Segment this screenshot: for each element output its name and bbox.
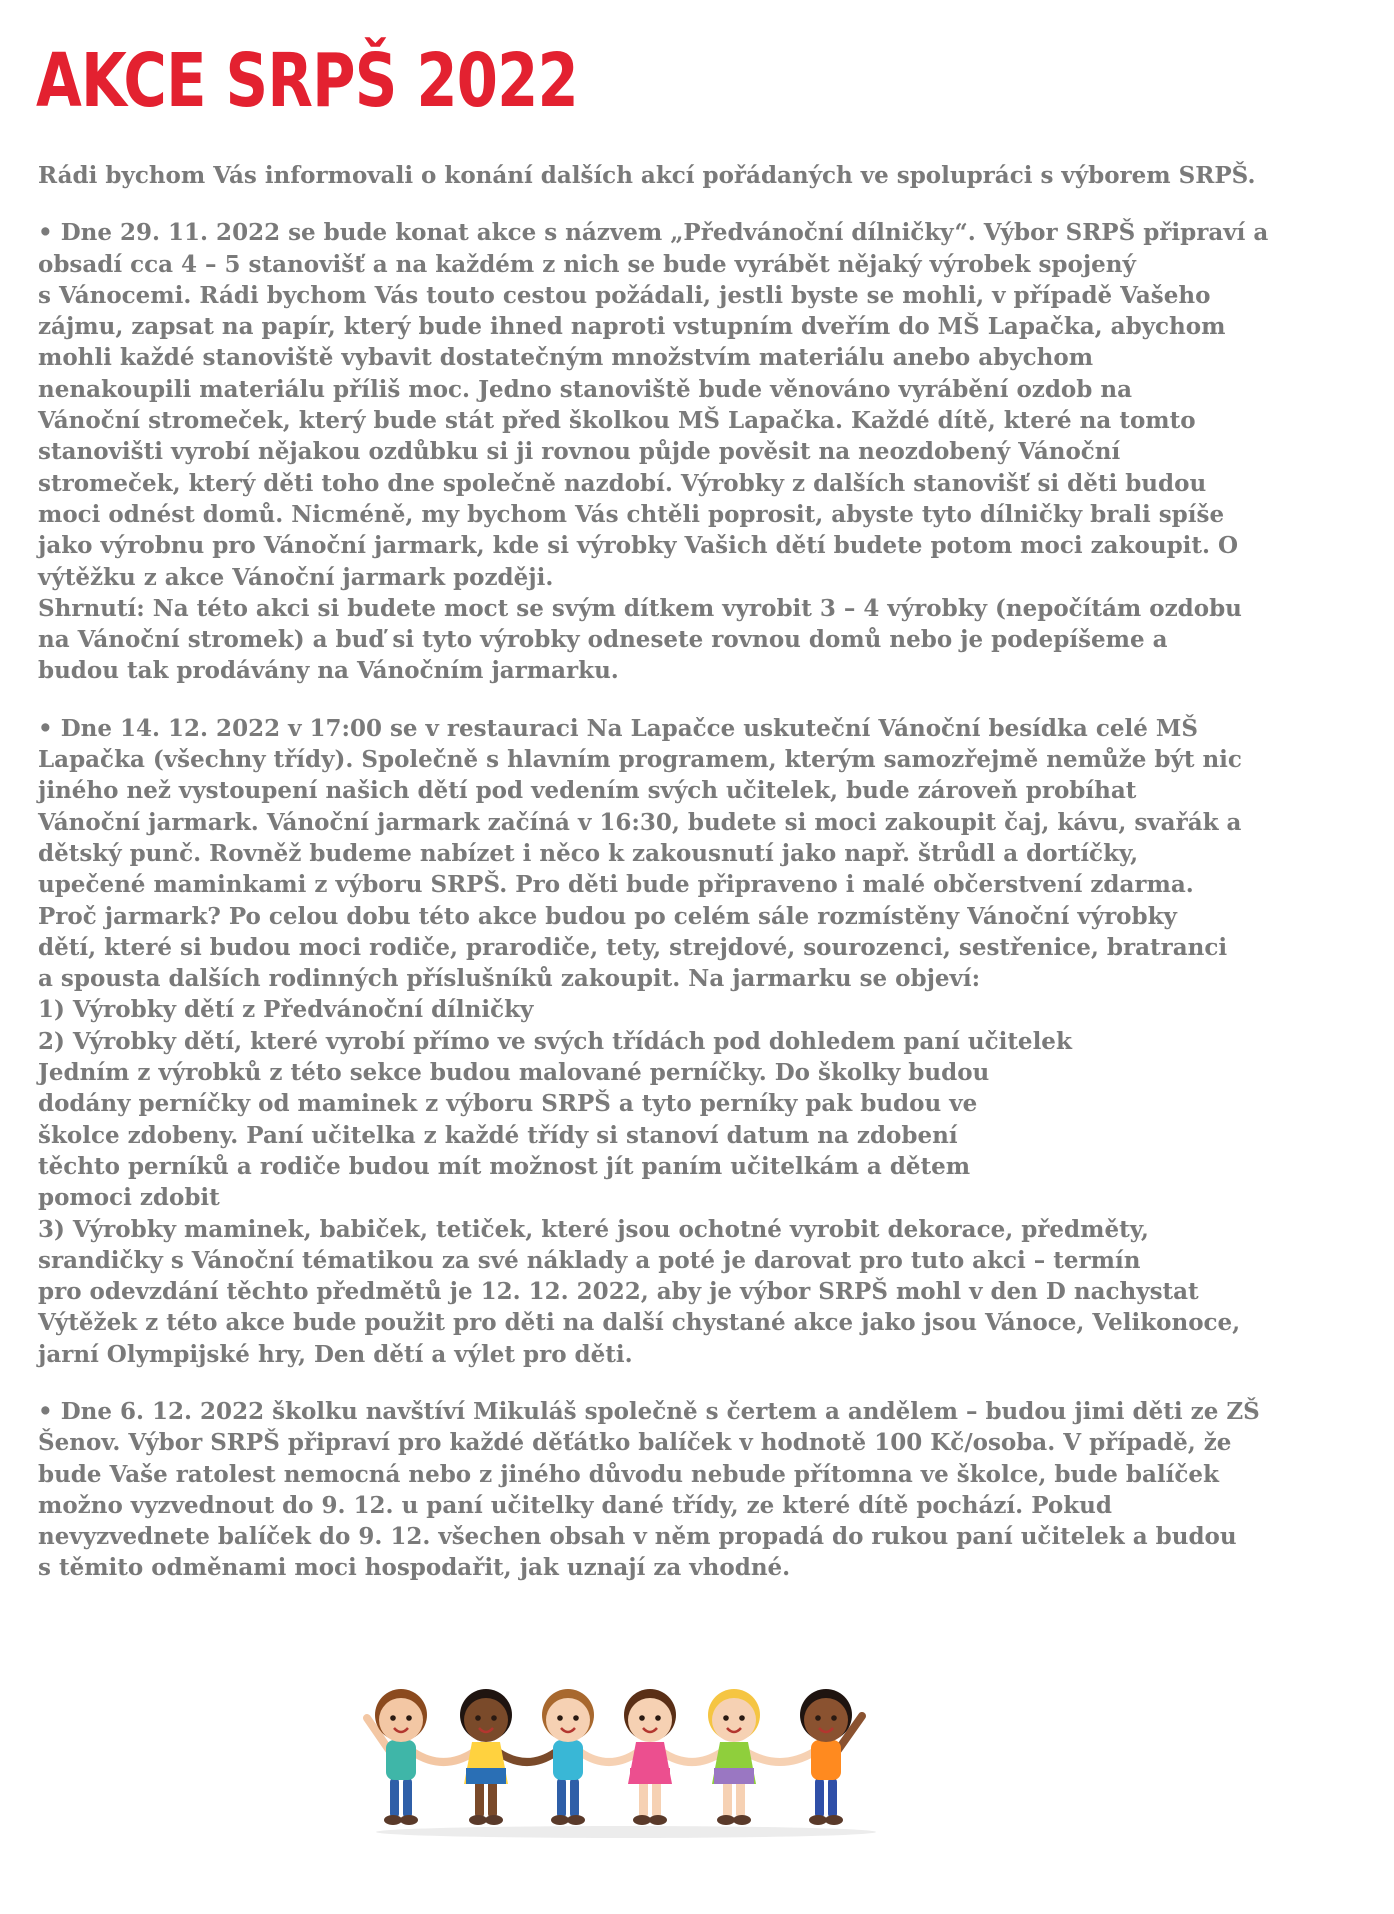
text-line: 2) Výrobky dětí, které vyrobí přímo ve svých třídách pod dohledem paní učitelek <box>38 1027 1072 1055</box>
text-line: školce zdobeny. Paní učitelka z každé třídy si stanoví datum na zdobení <box>38 1121 958 1149</box>
text-line: Rádi bychom Vás informovali o konání dalších akcí pořádaných ve spolupráci s výborem SRPŠ. <box>38 162 1256 189</box>
text-line: a spousta dalších rodinných příslušníků zakoupit. Na jarmarku se objeví: <box>38 965 981 993</box>
face <box>379 1698 423 1742</box>
text-line: moci odnést domů. Nicméně, my bychom Vás chtěli poprosit, abyste tyto dílničky brali spíše <box>38 500 1225 528</box>
text-line: těchto perníků a rodiče budou mít možnost jít paním učitelkám a dětem <box>38 1152 971 1180</box>
paragraph <box>38 1396 1383 1584</box>
text-line: dětský punč. Rovněž budeme nabízet i něco k zakousnutí jako např. štrůdl a dortíčky, <box>38 839 1139 867</box>
eye <box>655 1715 661 1721</box>
shoe <box>567 1815 585 1825</box>
shoe <box>551 1815 569 1825</box>
leg <box>557 1778 566 1818</box>
eye <box>739 1715 745 1721</box>
text-line: Proč jarmark? Po celou dobu této akce budou po celém sále rozmístěny Vánoční výrobky <box>38 902 1177 930</box>
holding-arms <box>580 1752 638 1762</box>
text-line: • Dne 14. 12. 2022 v 17:00 se v restauraci Na Lapačce uskuteční Vánoční besídka celé MŠ <box>38 714 1198 742</box>
text-line: s těmito odměnami moci hospodařit, jak uznají za vhodné. <box>38 1554 791 1582</box>
page-title: AKCE SRPŠ 2022 <box>36 38 578 124</box>
skirt <box>714 1768 754 1784</box>
text-line: stromeček, který děti toho dne společně nazdobí. Výrobky z dalších stanovišť si děti budou <box>38 469 1207 497</box>
paragraph <box>38 160 1383 191</box>
skirt <box>630 1768 670 1784</box>
child-figure <box>542 1689 638 1825</box>
text-line: pro odevzdání těchto předmětů je 12. 12. 2022, aby je výbor SRPŠ mohl v den D nachystat <box>38 1278 1199 1306</box>
face <box>464 1698 508 1742</box>
shoe <box>809 1815 827 1825</box>
text-line: jiného než vystoupení našich dětí pod vedením svých učitelek, bude zároveň probíhat <box>38 777 1137 805</box>
eye <box>573 1715 579 1721</box>
text-line: budou tak prodávány na Vánočním jarmarku. <box>38 657 619 685</box>
kids-holding-hands-illustration <box>356 1660 896 1840</box>
text-line: 1) Výrobky dětí z Předvánoční dílničky <box>38 996 534 1024</box>
child-figure <box>708 1689 814 1825</box>
eye <box>390 1715 396 1721</box>
leg <box>390 1778 399 1818</box>
text-line: mohli každé stanoviště vybavit dostatečným množstvím materiálu anebo abychom <box>38 344 1094 372</box>
paragraph <box>38 713 1383 1370</box>
shoe <box>633 1815 651 1825</box>
text-line: jarní Olympijské hry, Den dětí a výlet pro děti. <box>38 1340 633 1368</box>
text-line: nenakoupili materiálu příliš moc. Jedno stanoviště bude věnováno vyrábění ozdob na <box>38 375 1132 403</box>
text-line: na Vánoční stromek) a buď si tyto výrobky odnesete rovnou domů nebo je podepíšeme a <box>38 626 1168 654</box>
text-line: možno vyzvednout do 9. 12. u paní učitelky dané třídy, ze které dítě pochází. Pokud <box>38 1491 1112 1519</box>
text-line: Šenov. Výbor SRPŠ připraví pro každé děťátko balíček v hodnotě 100 Kč/osoba. V případě, že <box>38 1429 1232 1457</box>
text-line: bude Vaše ratolest nemocná nebo z jiného důvodu nebude přítomna ve školce, bude balíček <box>38 1460 1219 1488</box>
leg <box>815 1778 824 1818</box>
shoe <box>485 1815 503 1825</box>
child-figure <box>367 1689 474 1825</box>
shoe <box>717 1815 735 1825</box>
shoe <box>649 1815 667 1825</box>
text-line: zájmu, zapsat na papír, který bude ihned naproti vstupním dveřím do MŠ Lapačka, abychom <box>38 313 1226 341</box>
shoe <box>733 1815 751 1825</box>
leg <box>828 1778 837 1818</box>
face <box>546 1698 590 1742</box>
shoe <box>825 1815 843 1825</box>
face <box>804 1698 848 1742</box>
face <box>712 1698 756 1742</box>
eye <box>557 1715 563 1721</box>
text-line: Vánoční jarmark. Vánoční jarmark začíná v 16:30, budete si moci zakoupit čaj, kávu, svařák a <box>38 808 1242 836</box>
text-line: stanovišti vyrobí nějakou ozdůbku si ji rovnou půjde pověsit na neozdobený Vánoční <box>38 438 1121 466</box>
holding-arms <box>662 1752 722 1762</box>
text-line: Vánoční stromeček, který bude stát před školkou MŠ Lapačka. Každé dítě, které na tomto <box>38 407 1196 435</box>
text-line: Lapačka (všechny třídy). Společně s hlavním programem, kterým samozřejmě nemůže být nic <box>38 746 1242 774</box>
paragraph <box>38 217 1383 686</box>
text-line: Shrnutí: Na této akci si budete moct se svým dítkem vyrobit 3 – 4 výrobky (nepočítám ozdobu <box>38 594 1242 622</box>
holding-arms <box>498 1752 556 1762</box>
eye <box>406 1715 412 1721</box>
eye <box>815 1715 821 1721</box>
text-line: pomoci zdobit <box>38 1184 220 1212</box>
shoe <box>384 1815 402 1825</box>
eye <box>475 1715 481 1721</box>
eye <box>723 1715 729 1721</box>
child-figure <box>624 1689 722 1825</box>
text-line: Výtěžek z této akce bude použit pro děti na další chystané akce jako jsou Vánoce, Velikonoce, <box>38 1309 1241 1337</box>
leg <box>570 1778 579 1818</box>
leg <box>403 1778 412 1818</box>
text-line: s Vánocemi. Rádi bychom Vás touto cestou požádali, jestli byste se mohli, v případě Vašeho <box>38 281 1211 309</box>
text-line: • Dne 29. 11. 2022 se bude konat akce s názvem „Předvánoční dílničky“. Výbor SRPŠ připraví a <box>38 219 1269 247</box>
text-line: nevyzvednete balíček do 9. 12. všechen obsah v něm propadá do rukou paní učitelek a budou <box>38 1523 1237 1551</box>
holding-arms <box>746 1752 814 1762</box>
holding-arms <box>413 1752 474 1762</box>
shirt <box>553 1740 583 1780</box>
text-line: Jedním z výrobků z této sekce budou malované perníčky. Do školky budou <box>38 1059 990 1087</box>
skirt <box>466 1768 506 1784</box>
eye <box>491 1715 497 1721</box>
face <box>628 1698 672 1742</box>
text-line: obsadí cca 4 – 5 stanovišť a na každém z nich se bude vyrábět nějaký výrobek spojený <box>38 250 1136 278</box>
eye <box>639 1715 645 1721</box>
child-figure <box>460 1689 556 1825</box>
ground-shadow <box>376 1826 876 1838</box>
text-line: srandičky s Vánoční tématikou za své náklady a poté je darovat pro tuto akci – termín <box>38 1246 1141 1274</box>
text-line: 3) Výrobky maminek, babiček, tetiček, které jsou ochotné vyrobit dekorace, předměty, <box>38 1215 1149 1243</box>
text-line: upečené maminkami z výboru SRPŠ. Pro děti bude připraveno i malé občerstvení zdarma. <box>38 871 1194 899</box>
text-line: výtěžku z akce Vánoční jarmark později. <box>38 563 554 591</box>
eye <box>831 1715 837 1721</box>
shirt <box>811 1740 841 1780</box>
announcement-body <box>38 160 1383 1610</box>
text-line: dětí, které si budou moci rodiče, prarodiče, tety, strejdové, sourozenci, sestřenice, bratranci <box>38 933 1228 961</box>
text-line: • Dne 6. 12. 2022 školku navštíví Mikuláš společně s čertem a andělem – budou jimi děti ze ZŠ <box>38 1397 1260 1425</box>
text-line: dodány perníčky od maminek z výboru SRPŠ a tyto perníky pak budou ve <box>38 1090 978 1118</box>
shoe <box>469 1815 487 1825</box>
shirt <box>386 1740 416 1780</box>
shoe <box>400 1815 418 1825</box>
text-line: jako výrobnu pro Vánoční jarmark, kde si výrobky Vašich dětí budete potom moci zakoupit. O <box>38 532 1239 560</box>
